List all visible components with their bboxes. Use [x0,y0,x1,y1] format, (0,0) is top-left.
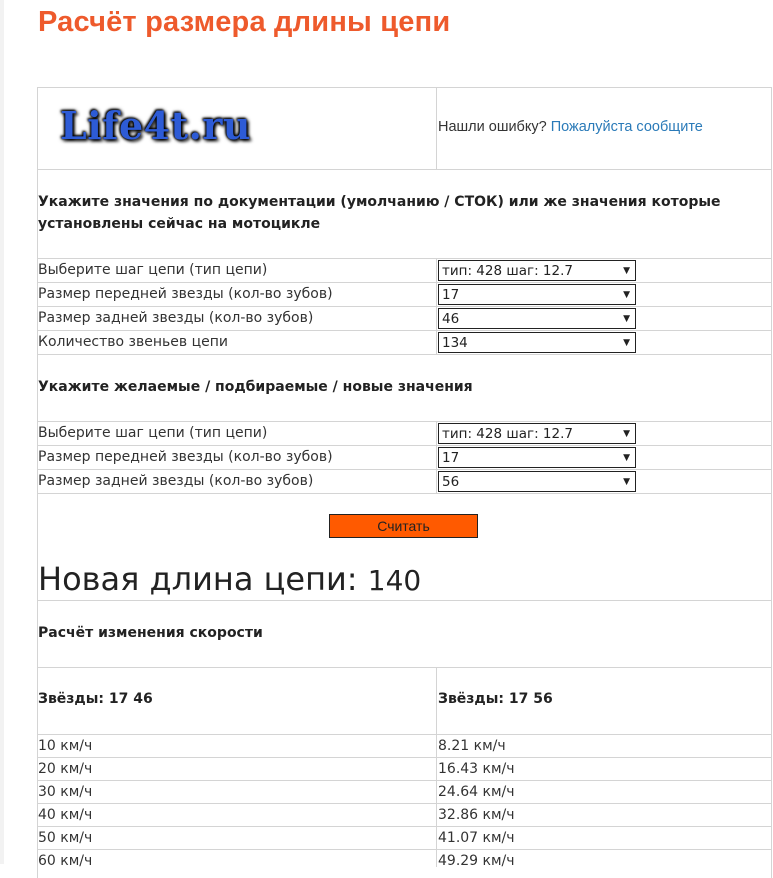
report-link[interactable]: Пожалуйста сообщите [550,119,703,135]
desired-front-select[interactable] [438,447,636,468]
divider [37,803,771,804]
desired-front-label: Размер передней звезды (кол-во зубов) [38,449,333,465]
select-value: 17 [442,287,460,303]
divider [37,354,771,355]
divider [37,600,771,601]
divider [37,169,771,170]
stock-rear-label: Размер задней звезды (кол-во зубов) [38,310,314,326]
desired-pitch-label: Выберите шаг цепи (тип цепи) [38,425,268,441]
desired-pitch-select[interactable] [438,423,636,444]
stock-pitch-select[interactable] [438,260,636,281]
speed-left-cell: 20 км/ч [38,761,93,777]
speed-left-cell: 60 км/ч [38,853,93,869]
speed-left-cell: 30 км/ч [38,784,93,800]
chevron-down-icon: ▼ [623,338,630,348]
divider [37,757,771,758]
desired-section-title: Укажите желаемые / подбираемые / новые значения [38,379,473,395]
speed-right-cell: 16.43 км/ч [438,761,515,777]
select-value: 17 [442,450,460,466]
divider [436,667,437,867]
stock-links-label: Количество звеньев цепи [38,334,228,350]
select-value: 134 [442,335,468,351]
desired-rear-select[interactable] [438,471,636,492]
select-value: 56 [442,474,460,490]
result-value: 140 [367,564,422,597]
speed-right-cell: 8.21 км/ч [438,738,506,754]
report-error [438,119,703,135]
divider [436,421,437,493]
divider [37,667,771,668]
speed-right-cell: 41.07 км/ч [438,830,515,846]
divider [436,258,437,354]
select-value: тип: 428 шаг: 12.7 [442,263,573,279]
divider [436,87,437,169]
stock-section-title: Укажите значения по документации (умолчанию / СТОК) или же значения которые установлены сейчас на мотоцикле [38,194,721,232]
select-value: тип: 428 шаг: 12.7 [442,426,573,442]
speed-right-cell: 49.29 км/ч [438,853,515,869]
stock-front-label: Размер передней звезды (кол-во зубов) [38,286,333,302]
stock-pitch-label: Выберите шаг цепи (тип цепи) [38,262,268,278]
chevron-down-icon: ▼ [623,477,630,487]
page-edge [0,0,4,864]
site-logo[interactable]: Life4t.ru [60,103,252,148]
stock-front-select[interactable] [438,284,636,305]
divider [37,493,771,494]
speed-left-cell: 40 км/ч [38,807,93,823]
chevron-down-icon: ▼ [623,429,630,439]
divider [37,849,771,850]
speed-left-cell: 50 км/ч [38,830,93,846]
chevron-down-icon: ▼ [623,290,630,300]
desired-rear-label: Размер задней звезды (кол-во зубов) [38,473,314,489]
select-value: 46 [442,311,460,327]
speed-left-cell: 10 км/ч [38,738,93,754]
stock-rear-select[interactable] [438,308,636,329]
speed-right-cell: 32.86 км/ч [438,807,515,823]
divider [37,780,771,781]
calculate-button[interactable]: Считать [329,514,478,538]
speed-col-right-header: Звёзды: 17 56 [438,691,553,707]
stock-links-select[interactable] [438,332,636,353]
speed-col-left-header: Звёзды: 17 46 [38,691,153,707]
page-title: Расчёт размера длины цепи [38,6,451,38]
report-prefix: Нашли ошибку? [438,119,547,135]
speed-right-cell: 24.64 км/ч [438,784,515,800]
result-line [38,560,421,598]
chevron-down-icon: ▼ [623,453,630,463]
divider [37,734,771,735]
divider [37,826,771,827]
result-label: Новая длина цепи: [38,560,358,598]
speed-section-title: Расчёт изменения скорости [38,625,263,641]
chevron-down-icon: ▼ [623,266,630,276]
chevron-down-icon: ▼ [623,314,630,324]
